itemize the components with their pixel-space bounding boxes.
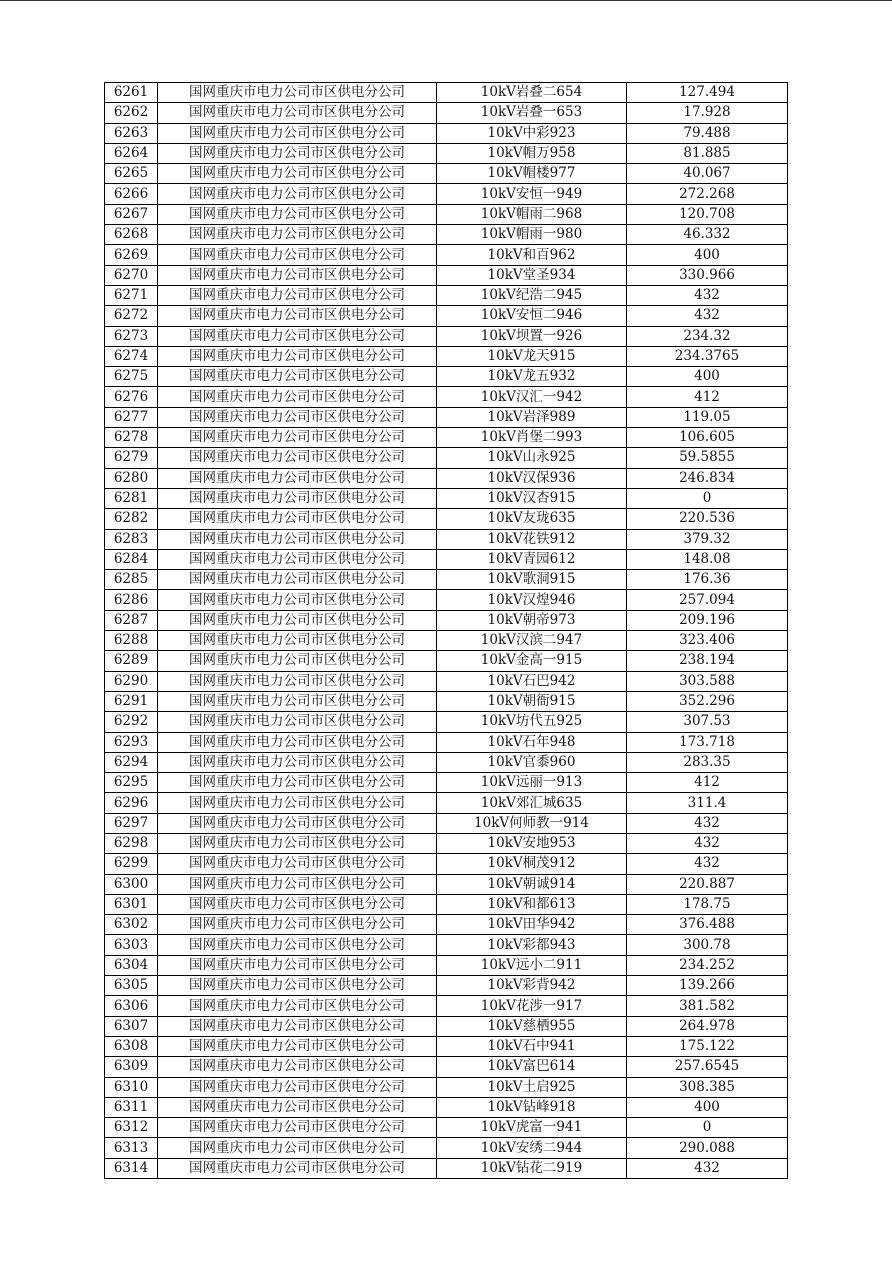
table-row [105, 732, 788, 752]
row-number-cell: 6273 [105, 326, 158, 346]
value-cell: 400 [627, 1097, 788, 1117]
line-name-cell: 10kV岩叠一653 [437, 103, 627, 123]
table-row [105, 1057, 788, 1077]
row-number-cell: 6290 [105, 671, 158, 691]
company-name-cell: 国网重庆市电力公司市区供电分公司 [158, 874, 437, 894]
table-row [105, 813, 788, 833]
page-top-border [0, 0, 892, 1]
line-name-cell: 10kV花涉一917 [437, 996, 627, 1016]
row-number-cell: 6267 [105, 204, 158, 224]
row-number-cell: 6312 [105, 1118, 158, 1138]
line-name-cell: 10kV肖堡二993 [437, 428, 627, 448]
line-name-cell: 10kV坊代五925 [437, 712, 627, 732]
value-cell: 412 [627, 773, 788, 793]
line-name-cell: 10kV虎富一941 [437, 1118, 627, 1138]
data-table [104, 82, 788, 1179]
value-cell: 234.3765 [627, 346, 788, 366]
table-row [105, 671, 788, 691]
value-cell: 308.385 [627, 1077, 788, 1097]
row-number-cell: 6305 [105, 976, 158, 996]
company-name-cell: 国网重庆市电力公司市区供电分公司 [158, 854, 437, 874]
line-name-cell: 10kV汉滨二947 [437, 631, 627, 651]
line-name-cell: 10kV汉保936 [437, 468, 627, 488]
table-row [105, 1138, 788, 1158]
line-name-cell: 10kV何师教一914 [437, 813, 627, 833]
row-number-cell: 6293 [105, 732, 158, 752]
company-name-cell: 国网重庆市电力公司市区供电分公司 [158, 894, 437, 914]
line-name-cell: 10kV帽雨二968 [437, 204, 627, 224]
company-name-cell: 国网重庆市电力公司市区供电分公司 [158, 1158, 437, 1178]
table-row [105, 488, 788, 508]
company-name-cell: 国网重庆市电力公司市区供电分公司 [158, 1077, 437, 1097]
table-row [105, 752, 788, 772]
value-cell: 178.75 [627, 894, 788, 914]
line-name-cell: 10kV帽楼977 [437, 164, 627, 184]
line-name-cell: 10kV石年948 [437, 732, 627, 752]
value-cell: 148.08 [627, 549, 788, 569]
value-cell: 246.834 [627, 468, 788, 488]
row-number-cell: 6291 [105, 691, 158, 711]
line-name-cell: 10kV和都613 [437, 894, 627, 914]
value-cell: 176.36 [627, 570, 788, 590]
table-row [105, 367, 788, 387]
row-number-cell: 6292 [105, 712, 158, 732]
company-name-cell: 国网重庆市电力公司市区供电分公司 [158, 225, 437, 245]
company-name-cell: 国网重庆市电力公司市区供电分公司 [158, 570, 437, 590]
value-cell: 120.708 [627, 204, 788, 224]
value-cell: 432 [627, 1158, 788, 1178]
company-name-cell: 国网重庆市电力公司市区供电分公司 [158, 712, 437, 732]
value-cell: 432 [627, 854, 788, 874]
table-row [105, 773, 788, 793]
company-name-cell: 国网重庆市电力公司市区供电分公司 [158, 549, 437, 569]
line-name-cell: 10kV纪浩二945 [437, 285, 627, 305]
row-number-cell: 6262 [105, 103, 158, 123]
row-number-cell: 6278 [105, 428, 158, 448]
table-row [105, 1158, 788, 1178]
table-row [105, 509, 788, 529]
value-cell: 238.194 [627, 651, 788, 671]
row-number-cell: 6266 [105, 184, 158, 204]
row-number-cell: 6277 [105, 407, 158, 427]
table-row [105, 1097, 788, 1117]
line-name-cell: 10kV钻峰918 [437, 1097, 627, 1117]
line-name-cell: 10kV龙五932 [437, 367, 627, 387]
value-cell: 323.406 [627, 631, 788, 651]
company-name-cell: 国网重庆市电力公司市区供电分公司 [158, 590, 437, 610]
value-cell: 257.094 [627, 590, 788, 610]
value-cell: 40.067 [627, 164, 788, 184]
line-name-cell: 10kV帽万958 [437, 143, 627, 163]
table-row [105, 1118, 788, 1138]
table-row [105, 103, 788, 123]
company-name-cell: 国网重庆市电力公司市区供电分公司 [158, 529, 437, 549]
row-number-cell: 6275 [105, 367, 158, 387]
row-number-cell: 6300 [105, 874, 158, 894]
line-name-cell: 10kV汉汇一942 [437, 387, 627, 407]
company-name-cell: 国网重庆市电力公司市区供电分公司 [158, 123, 437, 143]
row-number-cell: 6297 [105, 813, 158, 833]
company-name-cell: 国网重庆市电力公司市区供电分公司 [158, 204, 437, 224]
value-cell: 352.296 [627, 691, 788, 711]
value-cell: 209.196 [627, 610, 788, 630]
value-cell: 432 [627, 285, 788, 305]
table-row [105, 346, 788, 366]
table-row [105, 590, 788, 610]
value-cell: 264.978 [627, 1016, 788, 1036]
value-cell: 330.966 [627, 265, 788, 285]
row-number-cell: 6284 [105, 549, 158, 569]
row-number-cell: 6314 [105, 1158, 158, 1178]
value-cell: 127.494 [627, 83, 788, 103]
company-name-cell: 国网重庆市电力公司市区供电分公司 [158, 793, 437, 813]
table-row [105, 874, 788, 894]
value-cell: 379.32 [627, 529, 788, 549]
line-name-cell: 10kV青园612 [437, 549, 627, 569]
table-row [105, 894, 788, 914]
company-name-cell: 国网重庆市电力公司市区供电分公司 [158, 184, 437, 204]
line-name-cell: 10kV彩都943 [437, 935, 627, 955]
table-row [105, 793, 788, 813]
company-name-cell: 国网重庆市电力公司市区供电分公司 [158, 265, 437, 285]
value-cell: 79.488 [627, 123, 788, 143]
row-number-cell: 6261 [105, 83, 158, 103]
table-body [105, 83, 788, 1179]
table-row [105, 712, 788, 732]
company-name-cell: 国网重庆市电力公司市区供电分公司 [158, 488, 437, 508]
company-name-cell: 国网重庆市电力公司市区供电分公司 [158, 976, 437, 996]
row-number-cell: 6301 [105, 894, 158, 914]
line-name-cell: 10kV岩叠二654 [437, 83, 627, 103]
row-number-cell: 6263 [105, 123, 158, 143]
value-cell: 376.488 [627, 915, 788, 935]
row-number-cell: 6288 [105, 631, 158, 651]
line-name-cell: 10kV远小二911 [437, 955, 627, 975]
line-name-cell: 10kV金高一915 [437, 651, 627, 671]
value-cell: 311.4 [627, 793, 788, 813]
company-name-cell: 国网重庆市电力公司市区供电分公司 [158, 732, 437, 752]
value-cell: 290.088 [627, 1138, 788, 1158]
row-number-cell: 6285 [105, 570, 158, 590]
company-name-cell: 国网重庆市电力公司市区供电分公司 [158, 468, 437, 488]
line-name-cell: 10kV石巴942 [437, 671, 627, 691]
line-name-cell: 10kV彩背942 [437, 976, 627, 996]
row-number-cell: 6287 [105, 610, 158, 630]
company-name-cell: 国网重庆市电力公司市区供电分公司 [158, 346, 437, 366]
company-name-cell: 国网重庆市电力公司市区供电分公司 [158, 387, 437, 407]
row-number-cell: 6310 [105, 1077, 158, 1097]
table-row [105, 1036, 788, 1056]
value-cell: 432 [627, 813, 788, 833]
company-name-cell: 国网重庆市电力公司市区供电分公司 [158, 407, 437, 427]
table-row [105, 306, 788, 326]
line-name-cell: 10kV朝诚914 [437, 874, 627, 894]
table-row [105, 529, 788, 549]
line-name-cell: 10kV和百962 [437, 245, 627, 265]
line-name-cell: 10kV花铁912 [437, 529, 627, 549]
table-row [105, 164, 788, 184]
line-name-cell: 10kV田华942 [437, 915, 627, 935]
line-name-cell: 10kV钻花二919 [437, 1158, 627, 1178]
value-cell: 119.05 [627, 407, 788, 427]
line-name-cell: 10kV朝衙915 [437, 691, 627, 711]
table-row [105, 1077, 788, 1097]
line-name-cell: 10kV汉杏915 [437, 488, 627, 508]
company-name-cell: 国网重庆市电力公司市区供电分公司 [158, 367, 437, 387]
company-name-cell: 国网重庆市电力公司市区供电分公司 [158, 428, 437, 448]
line-name-cell: 10kV歌洞915 [437, 570, 627, 590]
value-cell: 0 [627, 488, 788, 508]
row-number-cell: 6299 [105, 854, 158, 874]
table-row [105, 833, 788, 853]
table-row [105, 549, 788, 569]
row-number-cell: 6283 [105, 529, 158, 549]
line-name-cell: 10kV安恒一949 [437, 184, 627, 204]
value-cell: 139.266 [627, 976, 788, 996]
value-cell: 432 [627, 306, 788, 326]
line-name-cell: 10kV帽雨一980 [437, 225, 627, 245]
line-name-cell: 10kV官黍960 [437, 752, 627, 772]
row-number-cell: 6296 [105, 793, 158, 813]
row-number-cell: 6276 [105, 387, 158, 407]
value-cell: 106.605 [627, 428, 788, 448]
line-name-cell: 10kV堂圣934 [437, 265, 627, 285]
table-row [105, 204, 788, 224]
value-cell: 307.53 [627, 712, 788, 732]
company-name-cell: 国网重庆市电力公司市区供电分公司 [158, 306, 437, 326]
line-name-cell: 10kV朝帝973 [437, 610, 627, 630]
row-number-cell: 6270 [105, 265, 158, 285]
row-number-cell: 6265 [105, 164, 158, 184]
row-number-cell: 6272 [105, 306, 158, 326]
table-row [105, 387, 788, 407]
company-name-cell: 国网重庆市电力公司市区供电分公司 [158, 285, 437, 305]
company-name-cell: 国网重庆市电力公司市区供电分公司 [158, 631, 437, 651]
company-name-cell: 国网重庆市电力公司市区供电分公司 [158, 448, 437, 468]
line-name-cell: 10kV坝置一926 [437, 326, 627, 346]
value-cell: 300.78 [627, 935, 788, 955]
row-number-cell: 6309 [105, 1057, 158, 1077]
row-number-cell: 6311 [105, 1097, 158, 1117]
company-name-cell: 国网重庆市电力公司市区供电分公司 [158, 103, 437, 123]
row-number-cell: 6302 [105, 915, 158, 935]
company-name-cell: 国网重庆市电力公司市区供电分公司 [158, 996, 437, 1016]
value-cell: 381.582 [627, 996, 788, 1016]
line-name-cell: 10kV慈栖955 [437, 1016, 627, 1036]
value-cell: 220.536 [627, 509, 788, 529]
company-name-cell: 国网重庆市电力公司市区供电分公司 [158, 509, 437, 529]
line-name-cell: 10kV土启925 [437, 1077, 627, 1097]
row-number-cell: 6304 [105, 955, 158, 975]
row-number-cell: 6308 [105, 1036, 158, 1056]
line-name-cell: 10kV石中941 [437, 1036, 627, 1056]
table-row [105, 184, 788, 204]
value-cell: 0 [627, 1118, 788, 1138]
line-name-cell: 10kV岩泽989 [437, 407, 627, 427]
table-row [105, 225, 788, 245]
value-cell: 46.332 [627, 225, 788, 245]
company-name-cell: 国网重庆市电力公司市区供电分公司 [158, 610, 437, 630]
company-name-cell: 国网重庆市电力公司市区供电分公司 [158, 813, 437, 833]
company-name-cell: 国网重庆市电力公司市区供电分公司 [158, 773, 437, 793]
row-number-cell: 6294 [105, 752, 158, 772]
row-number-cell: 6274 [105, 346, 158, 366]
value-cell: 432 [627, 833, 788, 853]
row-number-cell: 6307 [105, 1016, 158, 1036]
line-name-cell: 10kV安绣二944 [437, 1138, 627, 1158]
table-row [105, 448, 788, 468]
table-row [105, 407, 788, 427]
company-name-cell: 国网重庆市电力公司市区供电分公司 [158, 651, 437, 671]
row-number-cell: 6264 [105, 143, 158, 163]
value-cell: 220.887 [627, 874, 788, 894]
table-row [105, 428, 788, 448]
line-name-cell: 10kV龙天915 [437, 346, 627, 366]
value-cell: 59.5855 [627, 448, 788, 468]
table-row [105, 123, 788, 143]
line-name-cell: 10kV远丽一913 [437, 773, 627, 793]
table-row [105, 976, 788, 996]
line-name-cell: 10kV郊汇城635 [437, 793, 627, 813]
value-cell: 173.718 [627, 732, 788, 752]
company-name-cell: 国网重庆市电力公司市区供电分公司 [158, 915, 437, 935]
company-name-cell: 国网重庆市电力公司市区供电分公司 [158, 1016, 437, 1036]
row-number-cell: 6286 [105, 590, 158, 610]
row-number-cell: 6313 [105, 1138, 158, 1158]
table-row [105, 326, 788, 346]
row-number-cell: 6298 [105, 833, 158, 853]
table-row [105, 631, 788, 651]
table-row [105, 996, 788, 1016]
row-number-cell: 6295 [105, 773, 158, 793]
company-name-cell: 国网重庆市电力公司市区供电分公司 [158, 671, 437, 691]
table-row [105, 610, 788, 630]
row-number-cell: 6279 [105, 448, 158, 468]
company-name-cell: 国网重庆市电力公司市区供电分公司 [158, 1057, 437, 1077]
row-number-cell: 6269 [105, 245, 158, 265]
table-row [105, 83, 788, 103]
company-name-cell: 国网重庆市电力公司市区供电分公司 [158, 1138, 437, 1158]
line-name-cell: 10kV山永925 [437, 448, 627, 468]
value-cell: 234.252 [627, 955, 788, 975]
company-name-cell: 国网重庆市电力公司市区供电分公司 [158, 752, 437, 772]
table-row [105, 955, 788, 975]
value-cell: 303.588 [627, 671, 788, 691]
company-name-cell: 国网重庆市电力公司市区供电分公司 [158, 833, 437, 853]
company-name-cell: 国网重庆市电力公司市区供电分公司 [158, 1097, 437, 1117]
company-name-cell: 国网重庆市电力公司市区供电分公司 [158, 245, 437, 265]
company-name-cell: 国网重庆市电力公司市区供电分公司 [158, 1036, 437, 1056]
row-number-cell: 6303 [105, 935, 158, 955]
table-row [105, 915, 788, 935]
table-row [105, 468, 788, 488]
company-name-cell: 国网重庆市电力公司市区供电分公司 [158, 691, 437, 711]
company-name-cell: 国网重庆市电力公司市区供电分公司 [158, 1118, 437, 1138]
line-name-cell: 10kV桐茂912 [437, 854, 627, 874]
table-row [105, 265, 788, 285]
row-number-cell: 6306 [105, 996, 158, 1016]
table-row [105, 935, 788, 955]
row-number-cell: 6282 [105, 509, 158, 529]
value-cell: 412 [627, 387, 788, 407]
row-number-cell: 6289 [105, 651, 158, 671]
line-name-cell: 10kV友珑635 [437, 509, 627, 529]
table-row [105, 854, 788, 874]
line-name-cell: 10kV中彩923 [437, 123, 627, 143]
value-cell: 400 [627, 367, 788, 387]
table-row [105, 570, 788, 590]
table-row [105, 691, 788, 711]
row-number-cell: 6280 [105, 468, 158, 488]
value-cell: 234.32 [627, 326, 788, 346]
row-number-cell: 6281 [105, 488, 158, 508]
value-cell: 272.268 [627, 184, 788, 204]
row-number-cell: 6268 [105, 225, 158, 245]
value-cell: 81.885 [627, 143, 788, 163]
value-cell: 283.35 [627, 752, 788, 772]
company-name-cell: 国网重庆市电力公司市区供电分公司 [158, 955, 437, 975]
table-row [105, 143, 788, 163]
table-row [105, 1016, 788, 1036]
line-name-cell: 10kV安恒二946 [437, 306, 627, 326]
table-row [105, 285, 788, 305]
company-name-cell: 国网重庆市电力公司市区供电分公司 [158, 143, 437, 163]
table-row [105, 651, 788, 671]
value-cell: 400 [627, 245, 788, 265]
line-name-cell: 10kV富巴614 [437, 1057, 627, 1077]
value-cell: 17.928 [627, 103, 788, 123]
company-name-cell: 国网重庆市电力公司市区供电分公司 [158, 326, 437, 346]
row-number-cell: 6271 [105, 285, 158, 305]
value-cell: 175.122 [627, 1036, 788, 1056]
company-name-cell: 国网重庆市电力公司市区供电分公司 [158, 164, 437, 184]
line-name-cell: 10kV汉煌946 [437, 590, 627, 610]
value-cell: 257.6545 [627, 1057, 788, 1077]
line-name-cell: 10kV安地953 [437, 833, 627, 853]
table-row [105, 245, 788, 265]
company-name-cell: 国网重庆市电力公司市区供电分公司 [158, 935, 437, 955]
company-name-cell: 国网重庆市电力公司市区供电分公司 [158, 83, 437, 103]
